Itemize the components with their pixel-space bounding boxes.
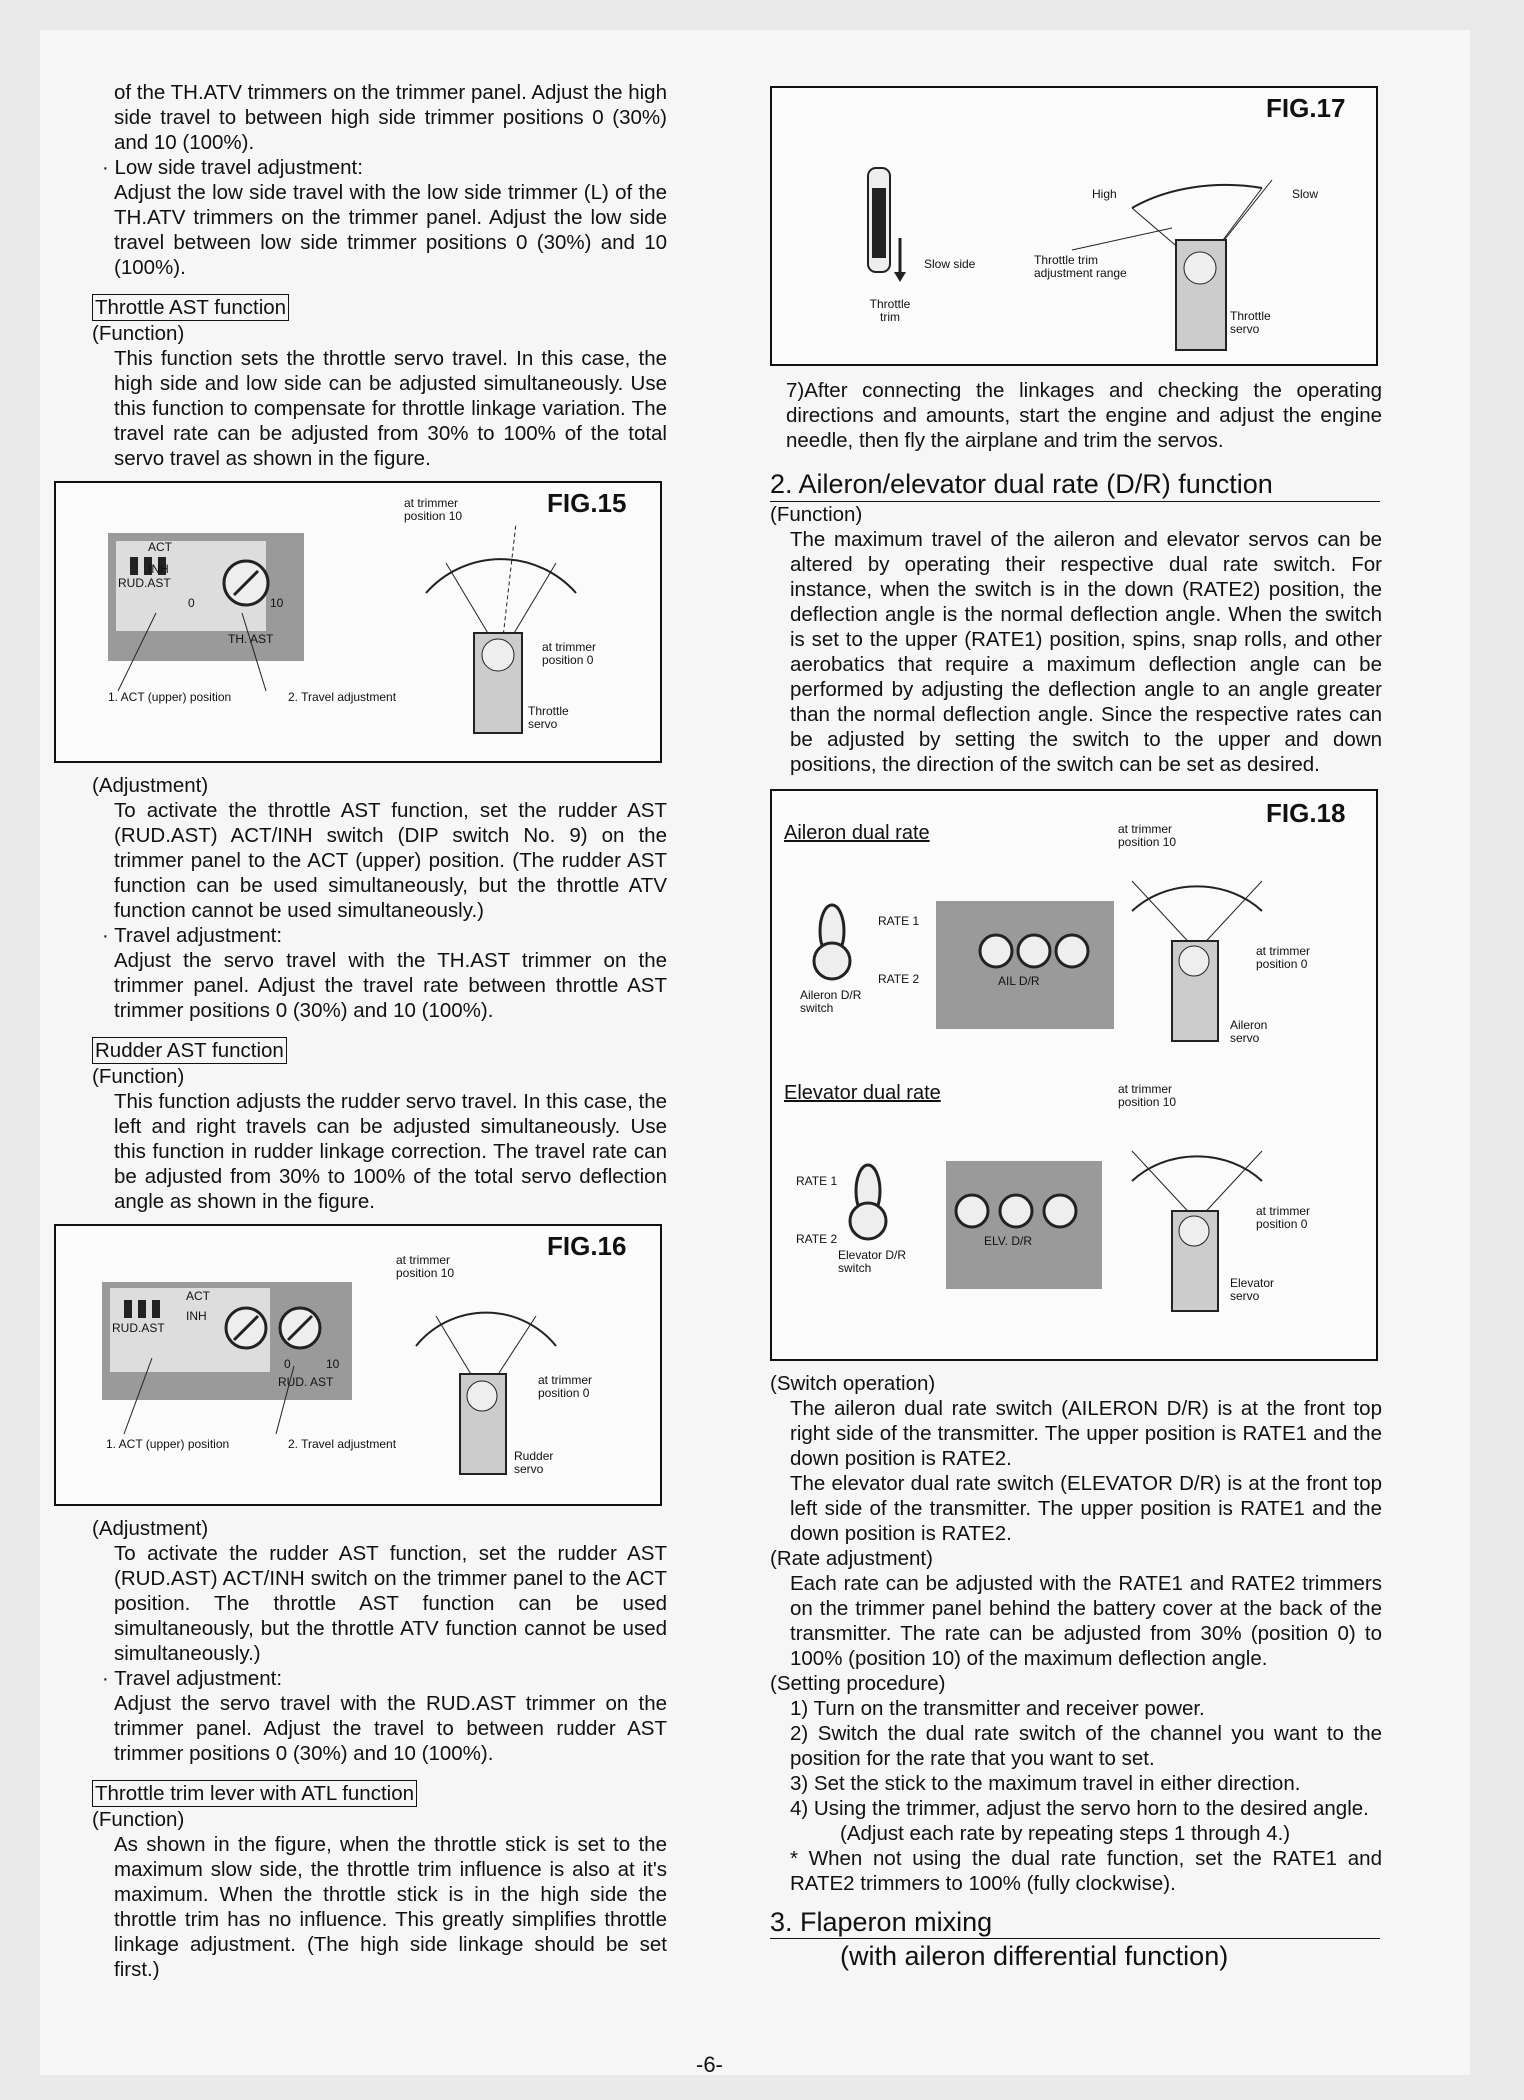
step-2: 2) Switch the dual rate switch of the channel you want to the position for the rate that you want to set. <box>790 1722 1382 1770</box>
figure-17 <box>770 86 1378 366</box>
label-servo: Throttle servo <box>528 704 569 731</box>
label-slow-side: Slow side <box>924 257 976 271</box>
section-heading-dual-rate: 2. Aileron/elevator dual rate (D/R) function <box>770 467 1380 502</box>
function-label: (Function) <box>92 1065 185 1088</box>
rate-adjustment-label: (Rate adjustment) <box>770 1547 933 1570</box>
label-ail-servo: Aileron servo <box>1230 1018 1268 1045</box>
section-heading-throttle-ast: Throttle AST function <box>92 294 289 321</box>
elevator-dual-rate-label: Elevator dual rate <box>784 1082 941 1104</box>
paragraph: Adjust the low side travel with the low side trimmer (L) of the TH.ATV trimmers on the trimmer panel. Adjust the low side travel between low side trimmer positions 0 (30%) and 10 (100%). <box>114 181 667 279</box>
label-pos10: at trimmer position 10 <box>1118 822 1177 849</box>
paragraph: The aileron dual rate switch (AILERON D/R) is at the front top right side of the transmitter. The upper position is RATE1 and the down position is RATE2. <box>790 1397 1382 1470</box>
label-rud-ast-2: RUD. AST <box>278 1375 334 1389</box>
label-rate1: RATE 1 <box>878 914 920 928</box>
label-rate1: RATE 1 <box>796 1174 838 1188</box>
paragraph: 7)After connecting the linkages and checking the operating directions and amounts, start the engine and adjust the engine needle, then fly the airplane and trim the servos. <box>786 379 1382 452</box>
paragraph: This function adjusts the rudder servo travel. In this case, the left and right travels can be adjusted simultaneously. Use this function in rudder linkage correction. The travel rate can be adjusted from 30% to 100% of the total servo deflection angle as shown in the figure. <box>114 1090 667 1213</box>
function-label: (Function) <box>770 503 863 526</box>
paragraph: Adjust the servo travel with the RUD.AST trimmer on the trimmer panel. Adjust the travel to between rudder AST trimmer positions 0 (30%) and 10 (100%). <box>114 1692 667 1765</box>
paragraph: The elevator dual rate switch (ELEVATOR D/R) is at the front top left side of the transmitter. The upper position is RATE1 and the down position is RATE2. <box>790 1472 1382 1545</box>
label-ten: 10 <box>270 596 284 610</box>
section-heading-rudder-ast: Rudder AST function <box>92 1037 287 1064</box>
adjustment-label: (Adjustment) <box>92 774 209 797</box>
figure-16 <box>54 1224 662 1506</box>
label-ele-servo: Elevator servo <box>1230 1276 1275 1303</box>
paragraph: To activate the throttle AST function, set the rudder AST (RUD.AST) ACT/INH switch (DIP switch No. 9) on the trimmer panel to the ACT (upper) position. (The rudder AST function can be used simultaneously, but the throttle ATV function cannot be used simultaneously.) <box>114 799 667 922</box>
label-rate2: RATE 2 <box>878 972 920 986</box>
section-heading-flaperon: 3. Flaperon mixing <box>770 1906 1380 1939</box>
switch-operation-label: (Switch operation) <box>770 1372 936 1395</box>
bullet-heading: · Travel adjustment: <box>102 1667 283 1690</box>
bullet-heading: · Travel adjustment: <box>102 924 283 947</box>
paragraph: The maximum travel of the aileron and elevator servos can be altered by operating their respective dual rate switch. For instance, when the switch is in the down (RATE2) position, the deflection angle is the normal deflection angle. When the switch is set to the upper (RATE1) position, spins, snap rolls, and other aerobatics that require a maximum deflection angle can be performed by adjusting the deflection angle to an angle greater than the normal deflection angle. Since the respective rates can be adjusted by setting the switch to the upper and down positions, the direction of the switch can be set as desired. <box>790 528 1382 776</box>
figure-15 <box>54 481 662 763</box>
label-pos0: at trimmer position 0 <box>542 640 596 667</box>
function-label: (Function) <box>92 322 185 345</box>
caption-1: 1. ACT (upper) position <box>106 1437 230 1451</box>
label-high: High <box>1092 187 1117 201</box>
label-ail-dr: AIL D/R <box>998 974 1040 988</box>
label-ten: 10 <box>326 1357 340 1371</box>
label-servo: Throttle servo <box>1230 309 1271 336</box>
paragraph: of the TH.ATV trimmers on the trimmer panel. Adjust the high side travel to between high side trimmer positions 0 (30%) and 10 (100%). <box>114 81 667 154</box>
section-heading-throttle-trim: Throttle trim lever with ATL function <box>92 1780 417 1807</box>
label-rate2: RATE 2 <box>796 1232 838 1246</box>
paragraph: To activate the rudder AST function, set the rudder AST (RUD.AST) ACT/INH switch on the trimmer panel to the ACT position. The throttle AST function can be used simultaneously, but the throttle ATV function cannot be used simultaneously.) <box>114 1542 667 1665</box>
label-pos10: at trimmer position 10 <box>1118 1082 1177 1109</box>
label-elv-dr: ELV. D/R <box>984 1234 1033 1248</box>
step-4: 4) Using the trimmer, adjust the servo horn to the desired angle. <box>790 1797 1369 1820</box>
label-th-ast: TH. AST <box>228 632 274 646</box>
dual-rate-note: * When not using the dual rate function, set the RATE1 and RATE2 trimmers to 100% (fully clockwise). <box>790 1847 1382 1895</box>
step-1: 1) Turn on the transmitter and receiver power. <box>790 1697 1205 1720</box>
label-slow: Slow <box>1292 187 1319 201</box>
label-act: ACT <box>186 1289 210 1303</box>
label-rud-ast: RUD.AST <box>112 1321 165 1335</box>
label-pos0: at trimmer position 0 <box>1256 1204 1310 1231</box>
caption-1: 1. ACT (upper) position <box>108 690 232 704</box>
label-inh: INH <box>148 562 169 576</box>
figure-18 <box>770 789 1378 1361</box>
setting-procedure-label: (Setting procedure) <box>770 1672 946 1695</box>
label-ele-switch: Elevator D/R switch <box>838 1248 907 1275</box>
label-trim: Throttle trim <box>869 297 911 324</box>
figure-title: FIG.15 <box>547 488 627 518</box>
page-number: -6- <box>696 2052 723 2077</box>
caption-2: 2. Travel adjustment <box>288 690 397 704</box>
label-act: ACT <box>148 540 172 554</box>
label-rud-ast: RUD.AST <box>118 576 171 590</box>
section-subheading-flaperon: (with aileron differential function) <box>840 1941 1229 1971</box>
aileron-dual-rate-label: Aileron dual rate <box>784 822 930 844</box>
caption-2: 2. Travel adjustment <box>288 1437 397 1451</box>
function-label: (Function) <box>92 1808 185 1831</box>
label-inh: INH <box>186 1309 207 1323</box>
label-zero: 0 <box>284 1357 291 1371</box>
label-zero: 0 <box>188 596 195 610</box>
figure-title: FIG.17 <box>1266 93 1346 123</box>
paragraph: Each rate can be adjusted with the RATE1 and RATE2 trimmers on the trimmer panel behind the battery cover at the back of the transmitter. The rate can be adjusted from 30% (position 0) to 100% (position 10) of the maximum deflection angle. <box>790 1572 1382 1670</box>
label-ail-switch: Aileron D/R switch <box>800 988 862 1015</box>
bullet-heading: · Low side travel adjustment: <box>102 156 363 179</box>
figure-title: FIG.16 <box>547 1231 627 1261</box>
label-servo: Rudder servo <box>514 1449 554 1476</box>
adjustment-label: (Adjustment) <box>92 1517 209 1540</box>
label-pos0: at trimmer position 0 <box>538 1373 592 1400</box>
paragraph: Adjust the servo travel with the TH.AST trimmer on the trimmer panel. Adjust the travel rate between throttle AST trimmer positions 0 (30%) and 10 (100%). <box>114 949 667 1022</box>
paragraph: This function sets the throttle servo travel. In this case, the high side and low side can be adjusted simultaneously. Use this function to compensate for throttle linkage variation. The travel rate can be adjusted from 30% to 100% of the total servo travel as shown in the figure. <box>114 347 667 470</box>
label-range: Throttle trim adjustment range <box>1034 253 1127 280</box>
figure-title: FIG.18 <box>1266 798 1346 828</box>
right-column <box>770 86 1382 1973</box>
label-pos0: at trimmer position 0 <box>1256 944 1310 971</box>
label-pos10: at trimmer position 10 <box>404 496 463 523</box>
figure-16-diagram <box>56 1226 660 1504</box>
left-column <box>92 80 667 1982</box>
step-4-note: (Adjust each rate by repeating steps 1 through 4.) <box>840 1822 1291 1845</box>
step-3: 3) Set the stick to the maximum travel in either direction. <box>790 1772 1301 1795</box>
label-pos10: at trimmer position 10 <box>396 1253 455 1280</box>
paragraph: As shown in the figure, when the throttle stick is set to the maximum slow side, the throttle trim influence is also at it's maximum. When the throttle stick is in the high side the throttle trim has no influence. This greatly simplifies throttle linkage adjustment. (The high side linkage should be set first.) <box>114 1833 667 1981</box>
